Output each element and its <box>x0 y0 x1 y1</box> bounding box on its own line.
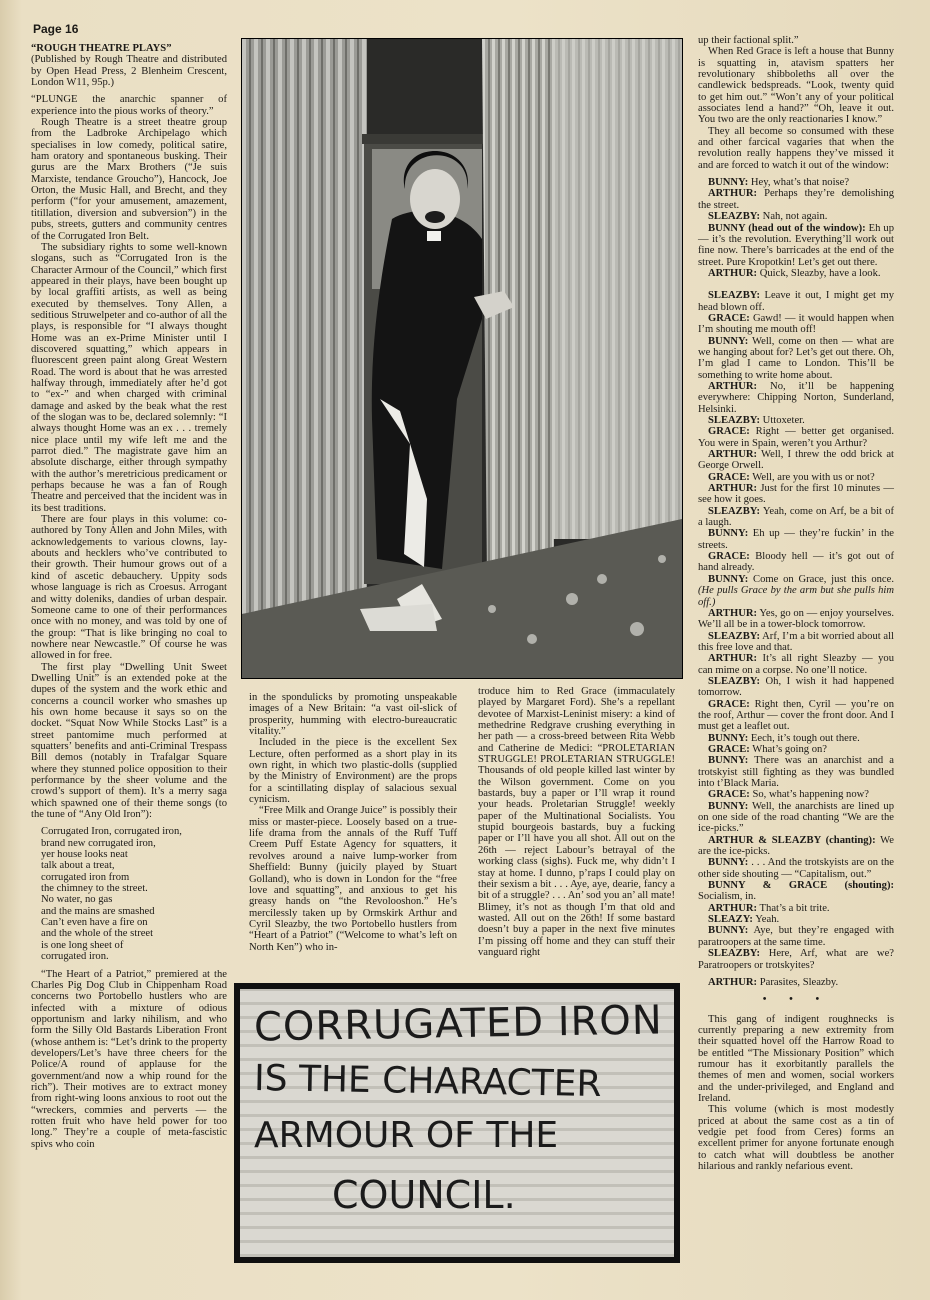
speech-text: . . . And the trotskyists are on the other side shouting — “Capitalism, out.” <box>698 857 894 880</box>
speech-text: Nah, not again. <box>762 211 828 223</box>
speaker-name: BUNNY: <box>708 528 749 540</box>
speech-text: Come on Grace, just this once. <box>753 573 894 585</box>
speech-text: Yes, go on — enjoy yourselves. We’ll all be in a tower-block tomorrow. <box>698 607 894 631</box>
lyric-line: and the whole of the street <box>41 928 154 940</box>
speaker-name: BUNNY: <box>708 755 749 767</box>
lyric-line: Corrugated Iron, corrugated iron, <box>41 826 182 838</box>
dialogue-line <box>698 653 894 676</box>
paragraph: Included in the piece is the excellent Sex Lecture, often performed as a short play in its own right, in which two plastic-dolls (supplied by the Ministry of Environment) are the props for a scintillating display of salacious sexual cynicism. <box>249 737 457 806</box>
dialogue-line <box>698 415 894 426</box>
paragraph: “The Heart of a Patriot,” premiered at the Charles Pig Dog Club in Chippenham Road concerns two Portobello hustlers who are infected with a mixture of odious opportunism and larky nihilism, and who form the Silly Old Bastards Liberation Front (whose anthem is: “Let’s drink to the property developers/Let’s have three cheers for the Police/A round of applause for the government/and now a whip round for the rich”). Their motives are to extract money from right-wing loons anxious to root out the “wreckers, commies and perverts — the rotten fruit who have held power for too long.” They’re a couple of meta-fascistic spivs who coin <box>31 968 227 1150</box>
dialogue-line <box>698 268 894 279</box>
paragraph: troduce him to Red Grace (immaculately played by Margaret Ford). She’s a repellant devotee of Marxist-Leninist misery: a kind of methedrine Redgrave crushing everything in her path — a cross-breed between Rita Webb and Catherine de Medici: “PROLETARIAN STRUGGLE! PROLETARIAN STRUGGLE! Thousands of old people killed last winter by the Wilson government. Come on you bastards, buy a paper or I’ll wrap it round your heads. Proletarian Struggle! weekly paper of the Multinational Socialists. You stupid bourgeois bastards, buy a fucking paper or I’ll have you all shot. All out on the 26th — reject Labour’s betrayal of the working class (sighs). Fuck me, why didn’t I stay at home. I dunno, p’raps I could play on their sexism a bit . . . Aye, aye, dearie, fancy a bit of a struggle? . . . An’ sod you an’ all mate! Blimey, it’s not as though I’m that old and wasted. All out on the 26th! If some bastard doesn’t buy a paper in the next five minutes I’m pissing off home and they can stuff their vanguard right <box>478 686 675 958</box>
speaker-name: ARTHUR & SLEAZBY (chanting): <box>708 834 876 846</box>
speaker-name: SLEAZY: <box>708 914 753 926</box>
paragraph: The subsidiary rights to some well-known slogans, such as “Corrugated Iron is the Character Armour of the Council,” which first appeared in their plays, have been bought up by local graffiti artists, as well as being executed by themselves. Tony Allen, a seditious Struwelpeter and co-author of all the plays, is responsible for “I always thought Home was an ex-Prime Minister until I discovered squatting,” which appears in fluorescent green paint along Great Western Road. The word is about that he was arrested halfway through, immediately after he’d got to “ex-” and when charged with criminal damage and asked by the beak what the rest of the slogan was to be, declared solemnly: “I always thought Home was an ex . . . tremely nice place until my wife left me and the parrot died.” The magistrate gave him an absolute discharge, either through sympathy with the author’s meretricious predicament or perhaps because he was a fan of Rough Theatre and perceived that the incident was in its best traditions. <box>31 241 227 514</box>
speech-text: Right — better get organised. You were in Spain, weren’t you Arthur? <box>698 426 894 449</box>
dialogue-line <box>698 188 894 211</box>
paragraph: in the spondulicks by promoting unspeakable images of a New Britain: “a vast oil-slick of prosperity, humming with electro-bureaucratic vitality.” <box>249 692 457 738</box>
dialogue-line <box>698 290 894 313</box>
dialogue-line <box>698 381 894 415</box>
speaker-name: GRACE: <box>708 471 750 483</box>
speaker-name: ARTHUR: <box>708 380 758 392</box>
dialogue-block <box>698 977 894 988</box>
graffiti-text <box>248 993 666 1253</box>
dialogue-line <box>698 835 894 858</box>
photo-graffiti-corrugated-iron <box>234 983 680 1263</box>
publication-info: (Published by Rough Theatre and distributed by Open Head Press, 2 Blenheim Crescent, London W11, 95p.) <box>31 54 227 89</box>
paragraph: up their factional split.” <box>698 35 799 46</box>
speech-text: Well, the anarchists are lined up on one side of the road chanting “We are the ice-picks.” <box>698 800 894 835</box>
column-3 <box>478 686 675 958</box>
dialogue-line <box>698 903 894 914</box>
speech-text: Perhaps they’re demolishing the street. <box>698 188 894 211</box>
speech-text: Hey, what’s that noise? <box>750 177 850 189</box>
speech-text: So, what’s happening now? <box>752 789 869 801</box>
speaker-name: SLEAZBY: <box>708 630 761 642</box>
dialogue-line <box>698 925 894 948</box>
speech-text: What’s going on? <box>752 743 827 755</box>
speech-text: Gawd! — it would happen when I’m shouting me mouth off! <box>698 312 894 336</box>
speech-text: Leave it out, I might get my head blown off. <box>698 290 894 313</box>
speech-text: Here, Arf, what are we? Paratroopers or trotskyites? <box>698 948 894 971</box>
speaker-name: SLEAZBY: <box>708 415 761 426</box>
speech-text: Uttoxeter. <box>762 415 805 426</box>
dialogue-line <box>698 608 894 631</box>
speaker-name: SLEAZBY: <box>708 948 761 960</box>
speaker-name: ARTHUR: <box>708 976 758 988</box>
dialogue-line <box>698 211 894 222</box>
speaker-name: GRACE: <box>708 698 750 710</box>
lyric-line: is one long sheet of <box>41 939 124 951</box>
dialogue-line <box>698 948 894 971</box>
page-number: Page 16 <box>33 22 79 36</box>
dialogue-block <box>698 290 894 971</box>
dialogue-line <box>698 177 894 188</box>
speaker-name: BUNNY: <box>708 335 749 347</box>
dialogue-line <box>698 733 894 744</box>
speaker-name: BUNNY: <box>708 573 749 585</box>
column-1 <box>31 43 227 1150</box>
graffiti-line: CORRUGATED IRON <box>253 997 664 1051</box>
paragraph: This gang of indigent roughnecks is currently preparing a new extremity from their squatted hovel off the Harrow Road to be entitled “The Missionary Position” which rumour has it exorbitantly parallels the themes of men and women, social workers and the under-privileged, and England and Ireland. <box>698 1013 894 1104</box>
speaker-name: GRACE: <box>708 426 750 438</box>
speech-text: Right then, Cyril — you’re on the roof, Arthur — cover the front door. And I must get a leaflet out. <box>698 698 894 733</box>
dialogue-line <box>698 472 894 483</box>
speaker-name: GRACE: <box>708 312 750 324</box>
review-headline: “ROUGH THEATRE PLAYS” <box>31 43 172 54</box>
speaker-name: ARTHUR: <box>708 483 758 495</box>
speaker-name: ARTHUR: <box>708 607 758 619</box>
dialogue-line <box>698 551 894 574</box>
speech-text: Yeah. <box>755 914 780 926</box>
speaker-name: BUNNY: <box>708 800 749 812</box>
graffiti-line: ARMOUR OF THE <box>254 1115 559 1156</box>
speech-text: We are the ice-picks. <box>698 834 894 858</box>
lyric-line: Can’t even have a fire on <box>41 917 148 929</box>
section-divider: • • • <box>762 994 830 1006</box>
speech-text: Bloody hell — it’s got out of hand already. <box>698 551 894 574</box>
dialogue-line <box>698 977 894 988</box>
dialogue-line <box>698 483 894 506</box>
graffiti-line: COUNCIL. <box>332 1173 516 1217</box>
photo-actor-by-corrugated-iron <box>241 38 683 679</box>
dialogue-line <box>698 857 894 880</box>
paragraph: They all become so consumed with these and other farcical vagaries that when the revolution really happens they’ve missed it and are forced to watch it out of the window: <box>698 125 894 171</box>
speaker-name: BUNNY: <box>708 925 749 937</box>
speech-text: Quick, Sleazby, have a look. <box>759 267 881 279</box>
speech-text: Eh up — it’s the revolution. Everything’ll work out fine now. There’s barricades at the end of the street. Pure Kropotkin! Let’s get out there. <box>698 222 894 268</box>
photo-illustration <box>242 39 682 678</box>
dialogue-line <box>698 744 894 755</box>
dialogue-block <box>698 177 894 279</box>
paragraph: Rough Theatre is a street theatre group from the Ladbroke Archipelago which specialises in low comedy, political satire, ham oratory and spontaneous busking. Their gurus are the Marx Brothers (“Je suis Marxiste, tendance Groucho”), Hancock, Joe Orton, the Music Hall, and Brecht, and they perform (“for your amusement, amazement, titillation, diversion and subversion”) in the pubs, streets, gutters and community centres of the Corrugated Iron Belt. <box>31 117 227 242</box>
speaker-name: GRACE: <box>708 789 750 801</box>
dialogue-line <box>698 313 894 336</box>
dialogue-line <box>698 801 894 835</box>
speech-text: Well, I threw the odd brick at George Orwell. <box>698 449 894 472</box>
speaker-name: GRACE: <box>708 743 750 755</box>
graffiti-line: IS THE CHARACTER <box>253 1057 602 1106</box>
speech-text: Oh, I wish it had happened tomorrow. <box>698 675 894 699</box>
speaker-name: GRACE: <box>708 551 750 563</box>
dialogue-line <box>698 699 894 733</box>
dialogue-line <box>698 789 894 800</box>
speech-text: That’s a bit trite. <box>759 902 830 914</box>
speaker-name: ARTHUR: <box>708 449 758 461</box>
paragraph: This volume (which is most modestly priced at about the same cost as a tin of vedgie pet food from Ceres) forms an excellent primer for anyone fortunate enough to catch what will doubtless be another hilarious and rankly nefarious event. <box>698 1104 894 1172</box>
dialogue-line <box>698 449 894 472</box>
dialogue-line <box>698 574 894 608</box>
dialogue-line <box>698 631 894 654</box>
speaker-name: ARTHUR: <box>708 188 758 200</box>
paragraph: “PLUNGE the anarchic spanner of experience into the pious works of theory.” <box>31 94 227 117</box>
paragraph: The first play “Dwelling Unit Sweet Dwelling Unit” is an extended poke at the dupes of the system and the work ethic and concerns a council worker who smashes up his own home because it says so on the docket. “Squat Now While Stocks Last” is a street pantomime much performed at squatters’ benefits and anti-Criminal Trespass Bill demos (notably in Trafalgar Square where they stunned police opposition to their performance by the sheer volume and the crowd’s support of them). It’s a merry saga which spawned one of their theme songs (to the tune of “Any Old Iron”): <box>31 661 227 821</box>
lyric-line: yer house looks neat <box>41 849 128 861</box>
speaker-name: ARTHUR: <box>708 902 758 914</box>
speaker-name: SLEAZBY: <box>708 211 761 223</box>
dialogue-line <box>698 336 894 381</box>
dialogue-line <box>698 755 894 789</box>
lyric-line: talk about a treat, <box>41 860 115 872</box>
speaker-name: BUNNY: <box>708 177 749 189</box>
column-2 <box>249 692 457 953</box>
paragraph: “Free Milk and Orange Juice” is possibly their miss or master-piece. Loosely based on a true-life drama from the annals of the Ruff Tuff Creem Puff Estate Agency for squatters, it revolves around a naive lump-worker from Sheffield: Bunny (juicily played by Stuart Golland), who is down in London for the “free love and squatting”, and anxious to get his greasy hands on “the Revolooshon.” He’s mercilessly taken up by Ormskirk Arthur and Cyril Sleazby, the two Portobello hustlers from “Heart of a Patriot” (“Welcome to what’s left on North Ken”) who in- <box>249 805 457 953</box>
speaker-name: BUNNY: <box>708 732 749 744</box>
speech-text: Yeah, come on Arf, be a bit of a laugh. <box>698 505 894 529</box>
speech-text: Eh up — they’re fuckin’ in the streets. <box>698 528 894 551</box>
speech-text: Eech, it’s tough out there. <box>750 732 860 744</box>
speaker-name: SLEAZBY: <box>708 290 761 302</box>
lyric-line: brand new corrugated iron, <box>41 837 156 849</box>
speech-text: Just for the first 10 minutes — see how it goes. <box>698 483 895 506</box>
speech-text: It’s all right Sleazby — you can mime on a corpse. No one’ll notice. <box>698 653 894 676</box>
dialogue-line <box>698 914 894 925</box>
speech-text: Parasites, Sleazby. <box>759 976 839 988</box>
speaker-name: BUNNY: <box>708 857 749 869</box>
speaker-name: BUNNY & GRACE (shouting): <box>708 880 894 892</box>
speaker-name: ARTHUR: <box>708 653 758 665</box>
dialogue-line <box>698 426 894 449</box>
speech-text: Aye, but they’re engaged with paratroopers at the same time. <box>698 925 894 948</box>
lyric-line: No water, no gas <box>41 894 113 906</box>
dialogue-line <box>698 223 894 268</box>
speaker-name: BUNNY (head out of the window): <box>708 222 866 234</box>
dialogue-line <box>698 676 894 699</box>
speech-text: Well, are you with us or not? <box>752 471 875 483</box>
dialogue-line <box>698 528 894 551</box>
speaker-name: SLEAZBY: <box>708 505 761 517</box>
dialogue-line <box>698 880 894 903</box>
speech-text: No, it’ll be happening everywhere: Chipping Norton, Sunderland, Helsinki. <box>698 380 894 415</box>
paragraph: There are four plays in this volume: co-authored by Tony Allen and John Miles, with acknowledgements to various clowns, lay-abouts and hecklers who’ve contributed to their growth. Their humour grows out of a kind of ascetic debauchery. Uppity sods whose language is rich as Croesus. Arrogant and witty doleniks, dandies of urban despair. Someone came to one of their performances once with no money, and was told by one of the group: “That is like bringing no coal to nowhere near Newcastle.” Of course he was allowed in for free. <box>31 514 227 662</box>
speech-text: Arf, I’m a bit worried about all this free love and that. <box>698 630 894 653</box>
speaker-name: ARTHUR: <box>708 267 758 279</box>
stage-direction: (He pulls Grace by the arm but she pulls him off.) <box>698 585 894 608</box>
song-lyrics <box>31 826 227 962</box>
lyric-line: and the mains are smashed <box>41 905 155 917</box>
paragraph: When Red Grace is left a house that Bunny is squatting in, atavism spatters her revolutionary shibboleths all over the candlewick bedspreads. “Look, twenty quid to get him out.” “Won’t any of your political associates lend a hand?” “Oh, leave it out. You two are the only reactionaries I know.” <box>698 46 894 126</box>
speech-text: Well, come on then — what are we hanging about for? Let’s get out there. Oh, I’m glad I came to London. This’ll be something to write home about. <box>698 335 894 381</box>
lyric-line: corrugated iron from <box>41 871 130 883</box>
dialogue-line <box>698 506 894 529</box>
column-4 <box>698 35 894 1172</box>
lyric-line: corrugated iron. <box>41 951 109 963</box>
speaker-name: SLEAZBY: <box>708 675 761 687</box>
speech-text: Socialism, in. <box>698 891 756 903</box>
speech-text: There was an anarchist and a trotskyist still fighting as they was bundled into t’Black Maria. <box>698 755 894 789</box>
lyric-line: the chimney to the street. <box>41 883 148 895</box>
